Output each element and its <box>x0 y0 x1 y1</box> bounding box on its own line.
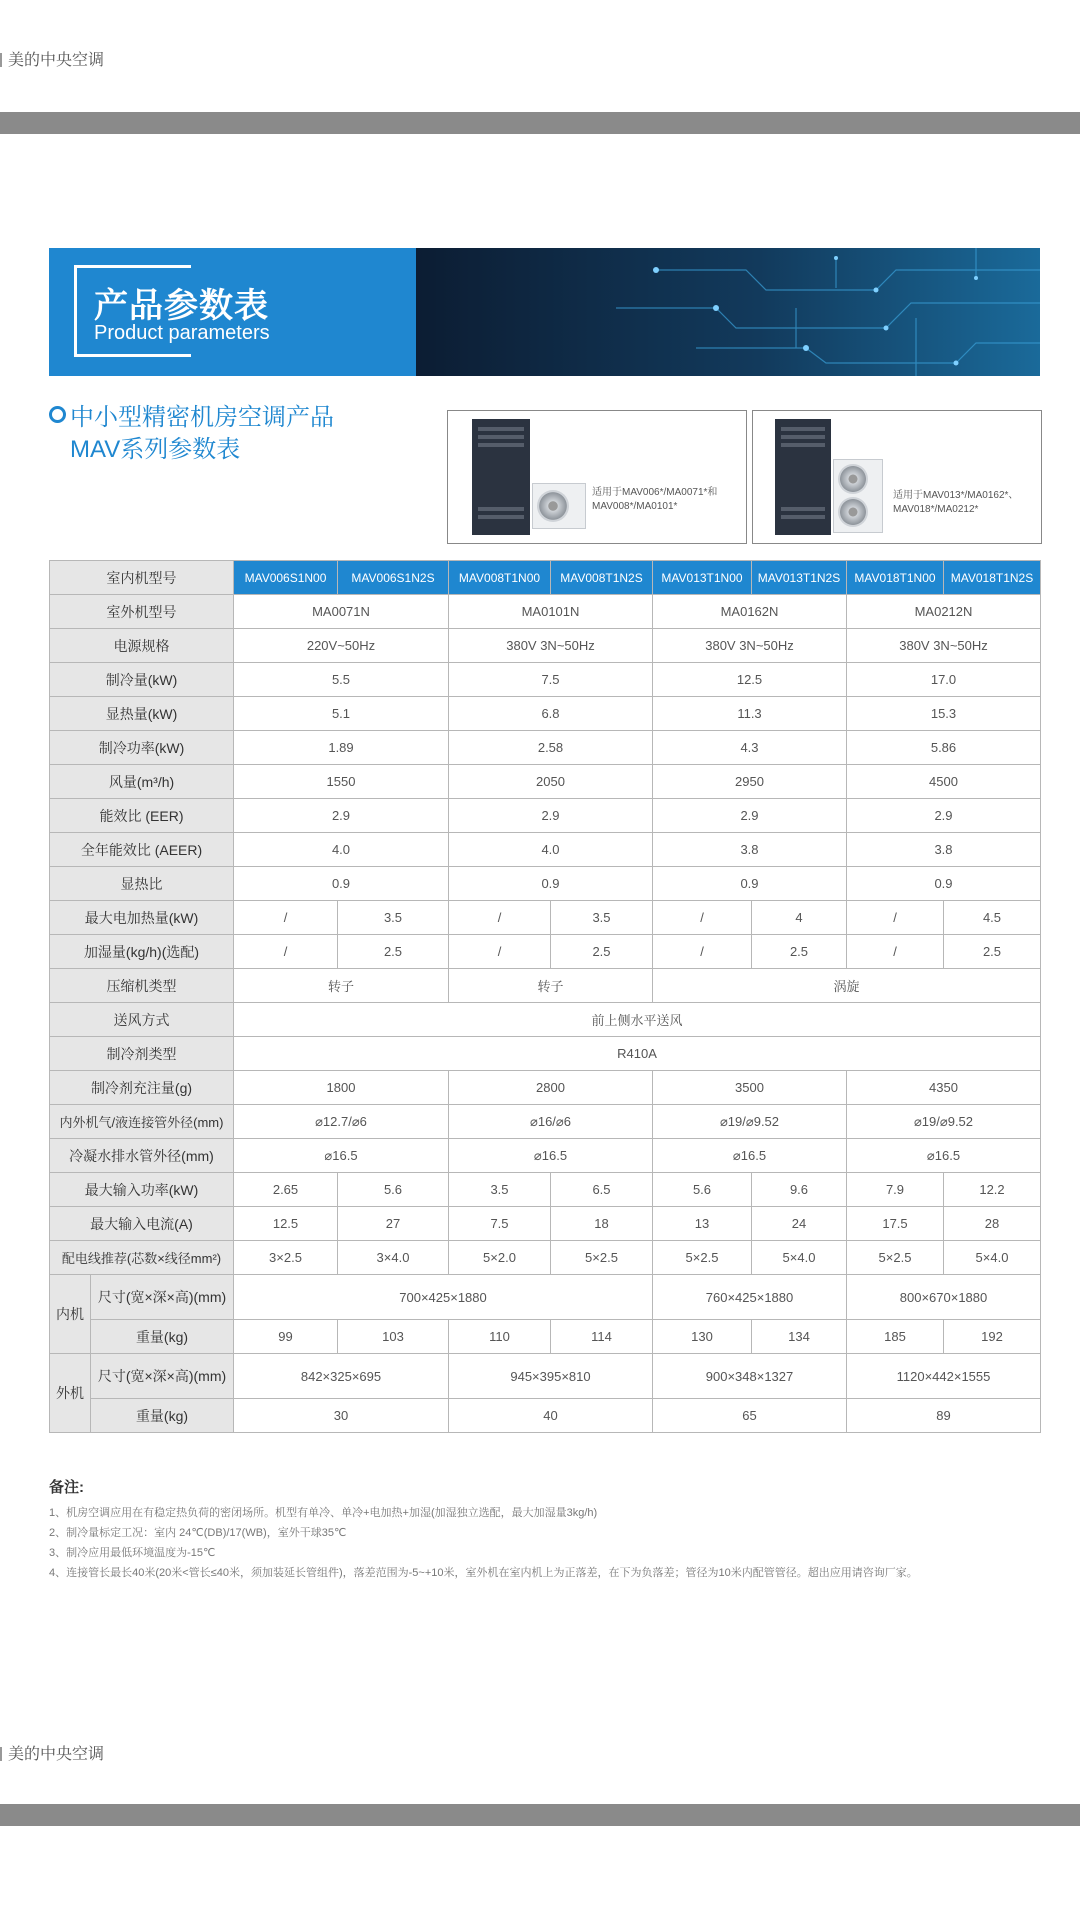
table-cell: 27 <box>338 1207 449 1241</box>
table-cell: 涡旋 <box>653 969 1041 1003</box>
table-cell: 130 <box>653 1320 752 1354</box>
table-cell: 4.0 <box>234 833 449 867</box>
table-cell: 前上侧水平送风 <box>234 1003 1041 1037</box>
row-label: 室内机型号 <box>50 561 234 595</box>
table-cell: 12.5 <box>234 1207 338 1241</box>
section-title <box>49 402 334 466</box>
table-cell: 4350 <box>847 1071 1041 1105</box>
table-cell: 3.8 <box>847 833 1041 867</box>
table-cell: / <box>234 935 338 969</box>
row-label: 显热量(kW) <box>50 697 234 731</box>
table-cell: 700×425×1880 <box>234 1275 653 1320</box>
table-cell: 5×4.0 <box>752 1241 847 1275</box>
table-cell: 3500 <box>653 1071 847 1105</box>
table-row <box>50 1320 1041 1354</box>
table-row <box>50 1003 1041 1037</box>
table-cell: 7.5 <box>449 1207 551 1241</box>
table-cell: 2.5 <box>944 935 1041 969</box>
table-cell: 9.6 <box>752 1173 847 1207</box>
table-cell: 转子 <box>234 969 449 1003</box>
table-row <box>50 663 1041 697</box>
outdoor-unit-image <box>532 483 586 529</box>
table-row <box>50 629 1041 663</box>
table-cell: 192 <box>944 1320 1041 1354</box>
note-line: 3、制冷应用最低环境温度为-15℃ <box>49 1547 216 1559</box>
model-header: MAV018T1N2S <box>944 561 1041 595</box>
table-cell: 2.58 <box>449 731 653 765</box>
table-cell: 5.86 <box>847 731 1041 765</box>
table-cell: 2.9 <box>847 799 1041 833</box>
table-cell: 5×2.0 <box>449 1241 551 1275</box>
row-label: 制冷功率(kW) <box>50 731 234 765</box>
table-cell: 3.5 <box>338 901 449 935</box>
table-cell: 103 <box>338 1320 449 1354</box>
row-label: 尺寸(宽×深×高)(mm) <box>91 1354 234 1399</box>
table-cell: 2.65 <box>234 1173 338 1207</box>
table-cell: 800×670×1880 <box>847 1275 1041 1320</box>
model-header: MAV006S1N2S <box>338 561 449 595</box>
table-cell: / <box>653 935 752 969</box>
table-cell: 99 <box>234 1320 338 1354</box>
table-cell: 5.6 <box>338 1173 449 1207</box>
brand-header <box>0 47 104 70</box>
table-cell: 945×395×810 <box>449 1354 653 1399</box>
table-cell: 15.3 <box>847 697 1041 731</box>
table-cell: 5×2.5 <box>551 1241 653 1275</box>
table-cell: 2.9 <box>234 799 449 833</box>
table-cell: 3.5 <box>449 1173 551 1207</box>
table-cell: 28 <box>944 1207 1041 1241</box>
table-cell: 114 <box>551 1320 653 1354</box>
indoor-unit-image <box>472 419 530 535</box>
table-row <box>50 697 1041 731</box>
table-cell: 3.8 <box>653 833 847 867</box>
section-title-line1: 中小型精密机房空调产品 <box>70 404 334 431</box>
table-cell: 134 <box>752 1320 847 1354</box>
product-image-left <box>447 410 747 544</box>
table-cell: 5.6 <box>653 1173 752 1207</box>
circuit-graphic <box>416 248 1040 376</box>
table-cell: 3.5 <box>551 901 653 935</box>
model-header: MAV006S1N00 <box>234 561 338 595</box>
table-cell: 2.5 <box>752 935 847 969</box>
row-label: 能效比 (EER) <box>50 799 234 833</box>
row-label: 制冷剂类型 <box>50 1037 234 1071</box>
row-label: 显热比 <box>50 867 234 901</box>
table-cell: ⌀16.5 <box>449 1139 653 1173</box>
table-cell: 5×4.0 <box>944 1241 1041 1275</box>
table-cell: 24 <box>752 1207 847 1241</box>
table-row <box>50 901 1041 935</box>
table-cell: 7.5 <box>449 663 653 697</box>
table-cell: 2800 <box>449 1071 653 1105</box>
brand-name: 美的中央空调 <box>8 52 105 69</box>
table-row <box>50 595 1041 629</box>
group-label: 外机 <box>50 1354 91 1433</box>
table-cell: ⌀19/⌀9.52 <box>653 1105 847 1139</box>
table-row <box>50 867 1041 901</box>
table-cell: 0.9 <box>234 867 449 901</box>
table-row <box>50 1173 1041 1207</box>
table-cell: 40 <box>449 1399 653 1433</box>
row-label: 送风方式 <box>50 1003 234 1037</box>
brand-footer <box>0 1741 104 1764</box>
row-label: 尺寸(宽×深×高)(mm) <box>91 1275 234 1320</box>
banner-title: 产品参数表 <box>94 287 269 325</box>
table-cell: 2.5 <box>338 935 449 969</box>
table-cell: 2.9 <box>449 799 653 833</box>
section-title-line2: MAV系列参数表 <box>70 436 241 463</box>
table-cell: ⌀16.5 <box>847 1139 1041 1173</box>
table-row <box>50 969 1041 1003</box>
product-image-right <box>752 410 1042 544</box>
table-cell: 13 <box>653 1207 752 1241</box>
table-cell: / <box>847 901 944 935</box>
product-caption-right: 适用于MAV013*/MA0162*、MAV018*/MA0212* <box>893 490 1019 515</box>
bottom-gray-band <box>0 1804 1080 1826</box>
table-cell: 3×2.5 <box>234 1241 338 1275</box>
table-cell: 17.0 <box>847 663 1041 697</box>
table-row <box>50 561 1041 595</box>
table-cell: 6.5 <box>551 1173 653 1207</box>
model-header: MAV018T1N00 <box>847 561 944 595</box>
table-cell: R410A <box>234 1037 1041 1071</box>
outdoor-unit-image <box>833 459 883 533</box>
table-cell: ⌀19/⌀9.52 <box>847 1105 1041 1139</box>
table-row <box>50 765 1041 799</box>
table-row <box>50 1399 1041 1433</box>
table-cell: 3×4.0 <box>338 1241 449 1275</box>
top-gray-band <box>0 112 1080 134</box>
row-label: 室外机型号 <box>50 595 234 629</box>
notes <box>49 1476 1040 1583</box>
row-label: 全年能效比 (AEER) <box>50 833 234 867</box>
banner-title-panel <box>49 248 416 376</box>
table-cell: 5×2.5 <box>653 1241 752 1275</box>
table-cell: MA0212N <box>847 595 1041 629</box>
table-row <box>50 833 1041 867</box>
table-cell: 380V 3N~50Hz <box>449 629 653 663</box>
table-cell: / <box>449 935 551 969</box>
indoor-unit-image <box>775 419 831 535</box>
model-header: MAV008T1N2S <box>551 561 653 595</box>
table-cell: 760×425×1880 <box>653 1275 847 1320</box>
table-row <box>50 1354 1041 1399</box>
row-label: 压缩机类型 <box>50 969 234 1003</box>
table-cell: 4.3 <box>653 731 847 765</box>
table-row <box>50 1207 1041 1241</box>
table-cell: 185 <box>847 1320 944 1354</box>
table-cell: 5.5 <box>234 663 449 697</box>
row-label: 内外机气/液连接管外径(mm) <box>50 1105 234 1139</box>
table-cell: 65 <box>653 1399 847 1433</box>
table-cell: 380V 3N~50Hz <box>847 629 1041 663</box>
table-row <box>50 1275 1041 1320</box>
table-cell: 转子 <box>449 969 653 1003</box>
table-row <box>50 1105 1041 1139</box>
model-header: MAV013T1N2S <box>752 561 847 595</box>
table-cell: 1800 <box>234 1071 449 1105</box>
table-cell: 1120×442×1555 <box>847 1354 1041 1399</box>
table-cell: MA0101N <box>449 595 653 629</box>
row-label: 加湿量(kg/h)(选配) <box>50 935 234 969</box>
table-cell: / <box>653 901 752 935</box>
table-cell: 11.3 <box>653 697 847 731</box>
table-row <box>50 1241 1041 1275</box>
table-cell: 12.5 <box>653 663 847 697</box>
table-cell: 4.0 <box>449 833 653 867</box>
table-row <box>50 1037 1041 1071</box>
row-label: 冷凝水排水管外径(mm) <box>50 1139 234 1173</box>
notes-title: 备注: <box>49 1479 84 1496</box>
banner <box>49 248 1040 376</box>
table-cell: 18 <box>551 1207 653 1241</box>
table-cell: ⌀16.5 <box>234 1139 449 1173</box>
table-cell: 2050 <box>449 765 653 799</box>
table-cell: 4.5 <box>944 901 1041 935</box>
table-cell: / <box>234 901 338 935</box>
row-label: 最大输入功率(kW) <box>50 1173 234 1207</box>
table-cell: MA0071N <box>234 595 449 629</box>
table-cell: 842×325×695 <box>234 1354 449 1399</box>
table-cell: 89 <box>847 1399 1041 1433</box>
row-label: 最大输入电流(A) <box>50 1207 234 1241</box>
circle-bullet-icon <box>49 406 66 423</box>
table-row <box>50 935 1041 969</box>
table-cell: ⌀12.7/⌀6 <box>234 1105 449 1139</box>
table-cell: 900×348×1327 <box>653 1354 847 1399</box>
table-cell: / <box>847 935 944 969</box>
table-cell: ⌀16/⌀6 <box>449 1105 653 1139</box>
table-cell: 30 <box>234 1399 449 1433</box>
table-cell: 2950 <box>653 765 847 799</box>
table-row <box>50 799 1041 833</box>
table-cell: 1550 <box>234 765 449 799</box>
brand-name: 美的中央空调 <box>8 1746 105 1763</box>
table-cell: 5×2.5 <box>847 1241 944 1275</box>
row-label: 重量(kg) <box>91 1399 234 1433</box>
table-cell: 1.89 <box>234 731 449 765</box>
row-label: 配电线推荐(芯数×线径mm²) <box>50 1241 234 1275</box>
row-label: 制冷剂充注量(g) <box>50 1071 234 1105</box>
table-cell: 380V 3N~50Hz <box>653 629 847 663</box>
table-cell: 0.9 <box>847 867 1041 901</box>
table-cell: 0.9 <box>449 867 653 901</box>
table-row <box>50 731 1041 765</box>
spec-table <box>49 560 1041 1433</box>
table-row <box>50 1139 1041 1173</box>
table-cell: 0.9 <box>653 867 847 901</box>
table-cell: ⌀16.5 <box>653 1139 847 1173</box>
table-cell: 220V~50Hz <box>234 629 449 663</box>
table-cell: 5.1 <box>234 697 449 731</box>
table-cell: MA0162N <box>653 595 847 629</box>
table-cell: 4500 <box>847 765 1041 799</box>
banner-subtitle: Product parameters <box>94 322 270 344</box>
table-cell: 6.8 <box>449 697 653 731</box>
table-cell: 2.5 <box>551 935 653 969</box>
circuit-lines <box>416 248 1040 376</box>
group-label: 内机 <box>50 1275 91 1354</box>
table-cell: / <box>449 901 551 935</box>
note-line: 1、机房空调应用在有稳定热负荷的密闭场所。机型有单冷、单冷+电加热+加湿(加湿独立选配，最大加湿量3kg/h) <box>49 1507 598 1519</box>
table-cell: 4 <box>752 901 847 935</box>
table-cell: 110 <box>449 1320 551 1354</box>
model-header: MAV013T1N00 <box>653 561 752 595</box>
table-cell: 17.5 <box>847 1207 944 1241</box>
row-label: 电源规格 <box>50 629 234 663</box>
table-cell: 7.9 <box>847 1173 944 1207</box>
model-header: MAV008T1N00 <box>449 561 551 595</box>
table-cell: 12.2 <box>944 1173 1041 1207</box>
row-label: 最大电加热量(kW) <box>50 901 234 935</box>
note-line: 4、连接管长最长40米(20米<管长≤40米，须加装延长管组件)，落差范围为-5~+10米，室外机在室内机上为正落差，在下为负落差；管径为10米内配管管径。超出应用请咨询厂家。 <box>49 1567 918 1579</box>
row-label: 制冷量(kW) <box>50 663 234 697</box>
row-label: 风量(m³/h) <box>50 765 234 799</box>
note-line: 2、制冷量标定工况：室内 24℃(DB)/17(WB)，室外干球35℃ <box>49 1527 347 1539</box>
row-label: 重量(kg) <box>91 1320 234 1354</box>
product-caption-left: 适用于MAV006*/MA0071*和MAV008*/MA0101* <box>592 487 718 512</box>
table-cell: 2.9 <box>653 799 847 833</box>
table-row <box>50 1071 1041 1105</box>
